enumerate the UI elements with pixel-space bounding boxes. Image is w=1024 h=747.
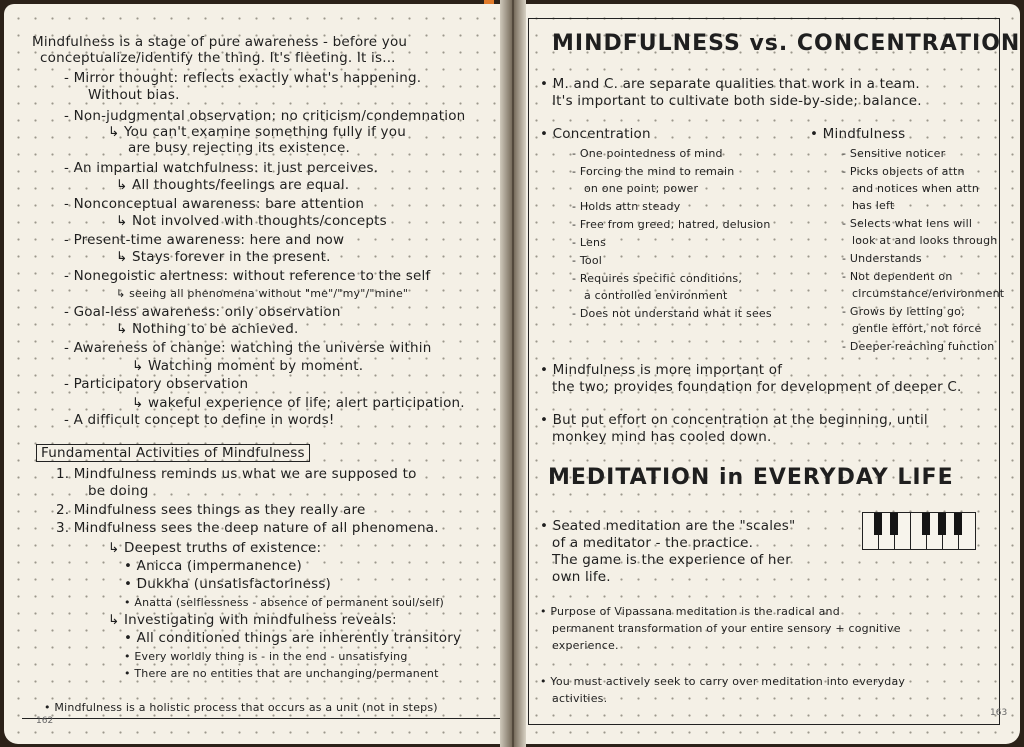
concentration-item-5: - Lens [572,236,607,249]
mindfulness-heading: • Mindfulness [810,126,906,142]
seated-line-1: • Seated meditation are the "scales" [540,518,796,534]
goal-less-note: ↳ Nothing to be achieved. [116,321,299,337]
mindfulness-item-6b: gentle effort, not force [852,322,982,335]
quality-nonegoistic: - Nonegoistic alertness: without reference to the self [64,268,431,284]
mindfulness-item-2c: has left [852,199,895,212]
purpose-line-3: experience. [552,639,619,652]
impartial-note: ↳ All thoughts/feelings are equal. [116,177,350,193]
mindfulness-item-1: - Sensitive noticer [842,147,946,160]
concentration-item-4: - Free from greed, hatred, delusion [572,218,771,231]
note-effort-1: • But put effort on concentration at the beginning, until [540,412,928,428]
intro-mc-line-1: • M. and C. are separate qualities that work in a team. [540,76,920,92]
section-title-fundamental: Fundamental Activities of Mindfulness [36,444,310,462]
investigating-heading: ↳ Investigating with mindfulness reveals: [108,612,397,628]
book-gutter [500,0,526,747]
mindfulness-item-2: - Picks objects of attn [842,165,965,178]
reveal-no-permanent: • There are no entities that are unchanging/permanent [124,667,439,680]
concentration-item-2: - Forcing the mind to remain [572,165,735,178]
concentration-item-7: - Requires specific conditions, [572,272,743,285]
concentration-item-1: - One pointedness of mind [572,147,723,160]
holistic-process-note: • Mindfulness is a holistic process that occurs as a unit (not in steps) [44,701,438,714]
difficult-concept-note: - A difficult concept to define in words! [64,412,335,428]
seated-line-2: of a meditator - the practice. [552,535,754,551]
non-judgmental-note-1: ↳ You can't examine something fully if you [108,124,406,140]
nonegoistic-note: ↳ seeing all phenomena without "me"/"my"/"mine" [116,287,409,300]
title-mindfulness-vs-concentration: MINDFULNESS vs. CONCENTRATION [552,31,1021,56]
title-meditation-everyday-life: MEDITATION in EVERYDAY LIFE [548,465,954,490]
truth-dukkha: • Dukkha (unsatisfactoriness) [124,576,332,592]
seated-line-3: The game is the experience of her [552,552,791,568]
quality-mirror-thought: - Mirror thought: reflects exactly what's happening. [64,70,422,86]
truth-anicca: • Anicca (impermanence) [124,558,302,574]
activity-2: 2. Mindfulness sees things as they really are [56,502,366,518]
quality-participatory: - Participatory observation [64,376,249,392]
activity-1a: 1. Mindfulness reminds us what we are supposed to [56,466,417,482]
note-effort-2: monkey mind has cooled down. [552,429,772,445]
mindfulness-item-5: - Not dependent on [842,270,953,283]
concentration-item-6: - Tool [572,254,603,267]
nonconceptual-note: ↳ Not involved with thoughts/concepts [116,213,387,229]
page-number-right: 163 [990,708,1008,718]
mindfulness-item-4: - Understands [842,252,922,265]
deepest-truths-heading: ↳ Deepest truths of existence: [108,540,322,556]
note-importance-2: the two; provides foundation for development of deeper C. [552,379,962,395]
reveal-transitory: • All conditioned things are inherently transitory [124,630,462,646]
intro-line-1: Mindfulness is a stage of pure awareness - before you [32,34,408,50]
quality-present-time: - Present-time awareness: here and now [64,232,345,248]
seated-line-4: own life. [552,569,611,585]
activity-1b: be doing [88,483,149,499]
quality-awareness-of-change: - Awareness of change: watching the universe within [64,340,432,356]
mindfulness-item-5b: circumstance/environment [852,287,1005,300]
mindfulness-item-3: - Selects what lens will [842,217,973,230]
purpose-line-2: permanent transformation of your entire sensory + cognitive [552,622,901,635]
concentration-item-7b: a controlled environment [584,289,728,302]
awareness-of-change-note: ↳ Watching moment by moment. [132,358,364,374]
concentration-item-8: - Does not understand what it sees [572,307,772,320]
note-importance-1: • Mindfulness is more important of [540,362,783,378]
piano-keys-drawing [862,512,976,550]
reveal-unsatisfying: • Every worldly thing is - in the end - unsatisfying [124,650,408,663]
purpose-line-1: • Purpose of Vipassana meditation is the radical and [540,605,840,618]
concentration-item-3: - Holds attn steady [572,200,681,213]
intro-mc-line-2: It's important to cultivate both side-by-side; balance. [552,93,922,109]
quality-nonconceptual: - Nonconceptual awareness: bare attention [64,196,365,212]
participatory-note: ↳ wakeful experience of life; alert participation. [132,395,465,411]
page-number-left: 162 [36,716,54,726]
present-time-note: ↳ Stays forever in the present. [116,249,331,265]
concentration-heading: • Concentration [540,126,651,142]
intro-line-2: conceptualize/identify the thing. It's fleeting. It is... [40,50,396,66]
quality-non-judgmental: - Non-judgmental observation: no criticism/condemnation [64,108,466,124]
concentration-item-2b: on one point; power [584,182,699,195]
mindfulness-item-3b: look at and looks through [852,234,998,247]
quality-goal-less: - Goal-less awareness: only observation [64,304,341,320]
mindfulness-item-2b: and notices when attn [852,182,980,195]
truth-anatta: • Anatta (selflessness - absence of permanent soul/self) [124,596,445,609]
mindfulness-item-7: - Deeper-reaching function [842,340,995,353]
carry-over-line-2: activities. [552,692,608,705]
non-judgmental-note-2: are busy rejecting its existence. [128,140,351,156]
activity-3: 3. Mindfulness sees the deep nature of all phenomena. [56,520,439,536]
quality-mirror-note: Without bias. [88,87,180,103]
quality-impartial: - An impartial watchfulness: it just perceives. [64,160,379,176]
mindfulness-item-6: - Grows by letting go; [842,305,965,318]
carry-over-line-1: • You must actively seek to carry over meditation into everyday [540,675,906,688]
